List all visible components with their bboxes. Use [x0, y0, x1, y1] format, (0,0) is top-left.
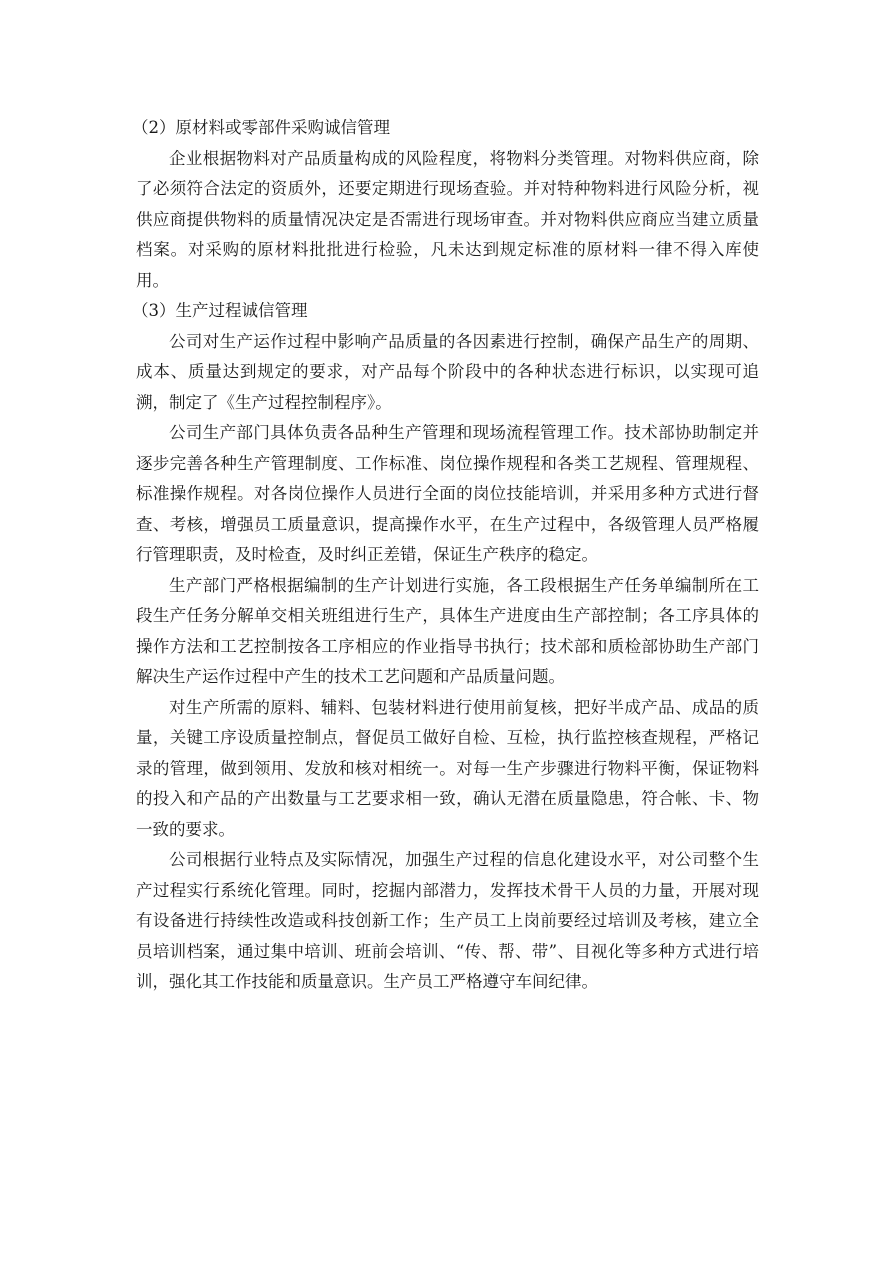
paragraph-production-department: 公司生产部门具体负责各品种生产管理和现场流程管理工作。技术部协助制定并逐步完善各种生产管理制度、工作标准、岗位操作规程和各类工艺规程、管理规程、标准操作规程。对各岗位操作人员进行全面的岗位技能培训，并采用多种方式进行督查、考核，增强员工质量意识，提高操作水平，在生产过程中，各级管理人员严格履行管理职责，及时检查，及时纠正差错，保证生产秩序的稳定。 — [136, 423, 759, 564]
paragraph-informatization: 公司根据行业特点及实际情况，加强生产过程的信息化建设水平，对公司整个生产过程实行系统化管理。同时，挖掘内部潜力，发挥技术骨干人员的力量，开展对现有设备进行持续性改造或科技创新工作；生产员工上岗前要经过培训及考核，建立全员培训档案，通过集中培训、班前会培训、“传、帮、带”、目视化等多种方式进行培训，强化其工作技能和质量意识。生产员工严格遵守车间纪律。 — [136, 850, 759, 991]
paragraph-production-plan: 生产部门严格根据编制的生产计划进行实施，各工段根据生产任务单编制所在工段生产任务分解单交相关班组进行生产，具体生产进度由生产部控制；各工序具体的操作方法和工艺控制按各工序相应的作业指导书执行；技术部和质检部协助生产部门解决生产运作过程中产生的技术工艺问题和产品质量问题。 — [136, 575, 759, 686]
paragraph-materials-check: 对生产所需的原料、辅料、包装材料进行使用前复核，把好半成产品、成品的质量，关键工序设质量控制点，督促员工做好自检、互检，执行监控核查规程，严格记录的管理，做到领用、发放和核对相统一。对每一生产步骤进行物料平衡，保证物料的投入和产品的产出数量与工艺要求相一致，确认无潜在质量隐患，符合帐、卡、物一致的要求。 — [136, 697, 759, 839]
document-page — [132, 113, 759, 998]
paragraph-production-control: 公司对生产运作过程中影响产品质量的各因素进行控制，确保产品生产的周期、成本、质量达到规定的要求，对产品每个阶段中的各种状态进行标识，以实现可追溯，制定了《生产过程控制程序》。 — [136, 331, 759, 412]
section-heading-production: （3）生产过程诚信管理 — [132, 301, 308, 320]
paragraph-procurement-management: 企业根据物料对产品质量构成的风险程度，将物料分类管理。对物料供应商，除了必须符合法定的资质外，还要定期进行现场查验。并对特种物料进行风险分析，视供应商提供物料的质量情况决定是否需进行现场审查。并对物料供应商应当建立质量档案。对采购的原材料批批进行检验，凡未达到规定标准的原材料一律不得入库使用。 — [136, 148, 759, 290]
section-heading-procurement: （2）原材料或零部件采购诚信管理 — [132, 118, 390, 137]
